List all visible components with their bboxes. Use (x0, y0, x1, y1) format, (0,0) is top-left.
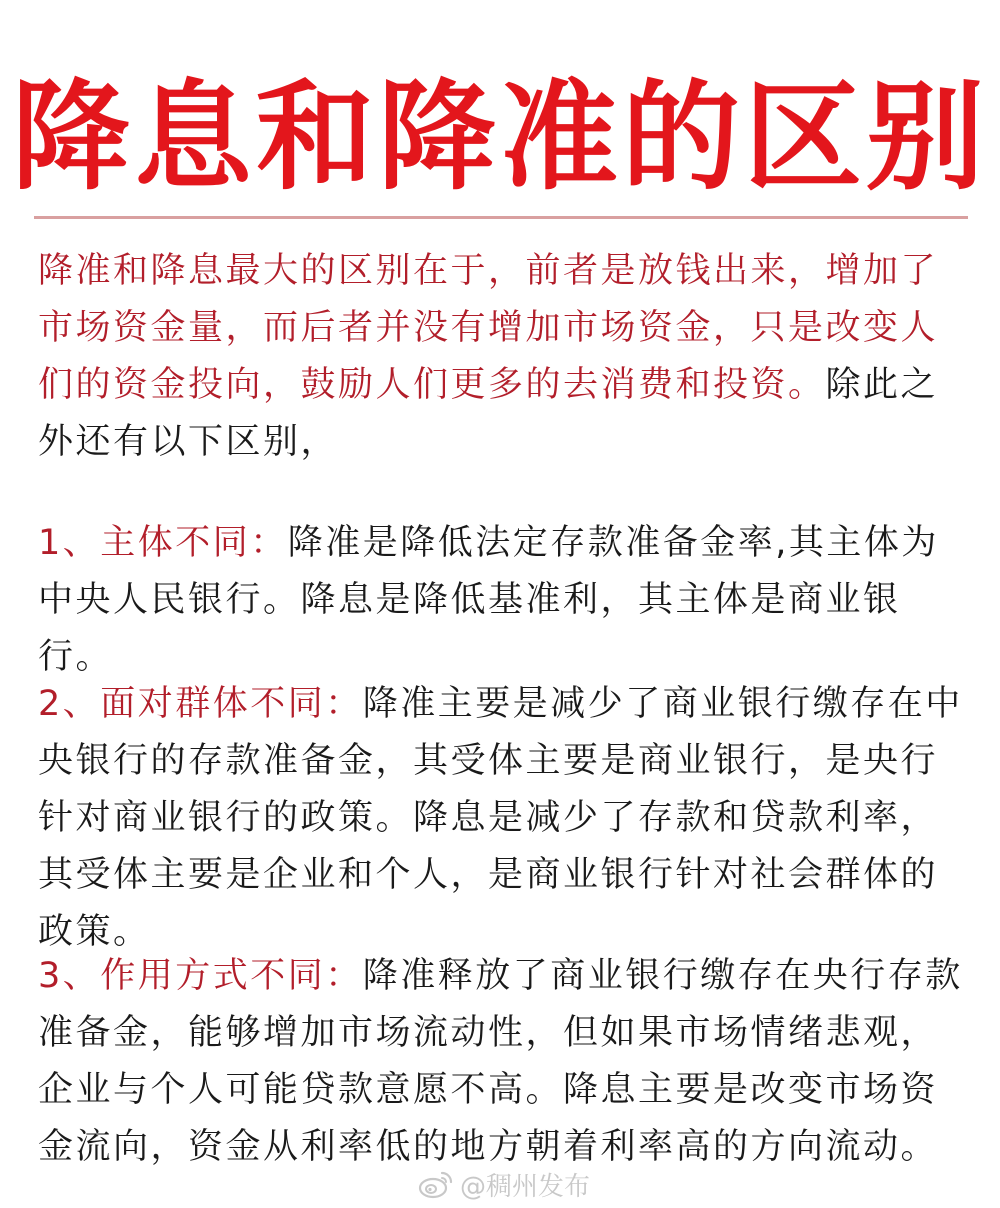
point-2-body: 降准主要是减少了商业银行缴存在中央银行的存款准备金，其受体主要是商业银行，是央行针对商业银行的政策。降息是减少了存款和贷款利率，其受体主要是企业和个人，是商业银行针对社会群体的政策。 (38, 684, 963, 952)
intro-paragraph (38, 243, 964, 471)
intro-rest: 除此之外还有以下区别， (38, 365, 939, 462)
intro-highlight: 降准和降息最大的区别在于，前者是放钱出来，增加了市场资金量，而后者并没有增加市场资金，只是改变人们的资金投向，鼓励人们更多的去消费和投资。 (38, 251, 939, 405)
point-1 (38, 515, 964, 686)
title-divider (34, 216, 968, 219)
page-title: 降息和降准的区别 (11, 68, 988, 206)
point-3 (38, 948, 964, 1176)
point-2-number: 2、 (38, 684, 101, 724)
point-3-heading: 作用方式不同： (100, 956, 363, 996)
point-1-body: 降准是降低法定存款准备金率,其主体为中央人民银行。降息是降低基准利，其主体是商业银行。 (38, 523, 939, 677)
point-2-heading: 面对群体不同： (100, 684, 363, 724)
point-2 (38, 676, 964, 961)
point-3-number: 3、 (38, 956, 101, 996)
point-1-number: 1、 (38, 523, 101, 563)
point-1-heading: 主体不同： (100, 523, 288, 563)
point-3-body: 降准释放了商业银行缴存在央行存款准备金，能够增加市场流动性，但如果市场情绪悲观，企业与个人可能贷款意愿不高。降息主要是改变市场资金流向，资金从利率低的地方朝着利率高的方向流动。 (38, 956, 963, 1167)
watermark-text: @稠州发布 (460, 1171, 591, 1202)
weibo-icon (418, 1169, 454, 1199)
watermark (418, 1166, 590, 1202)
